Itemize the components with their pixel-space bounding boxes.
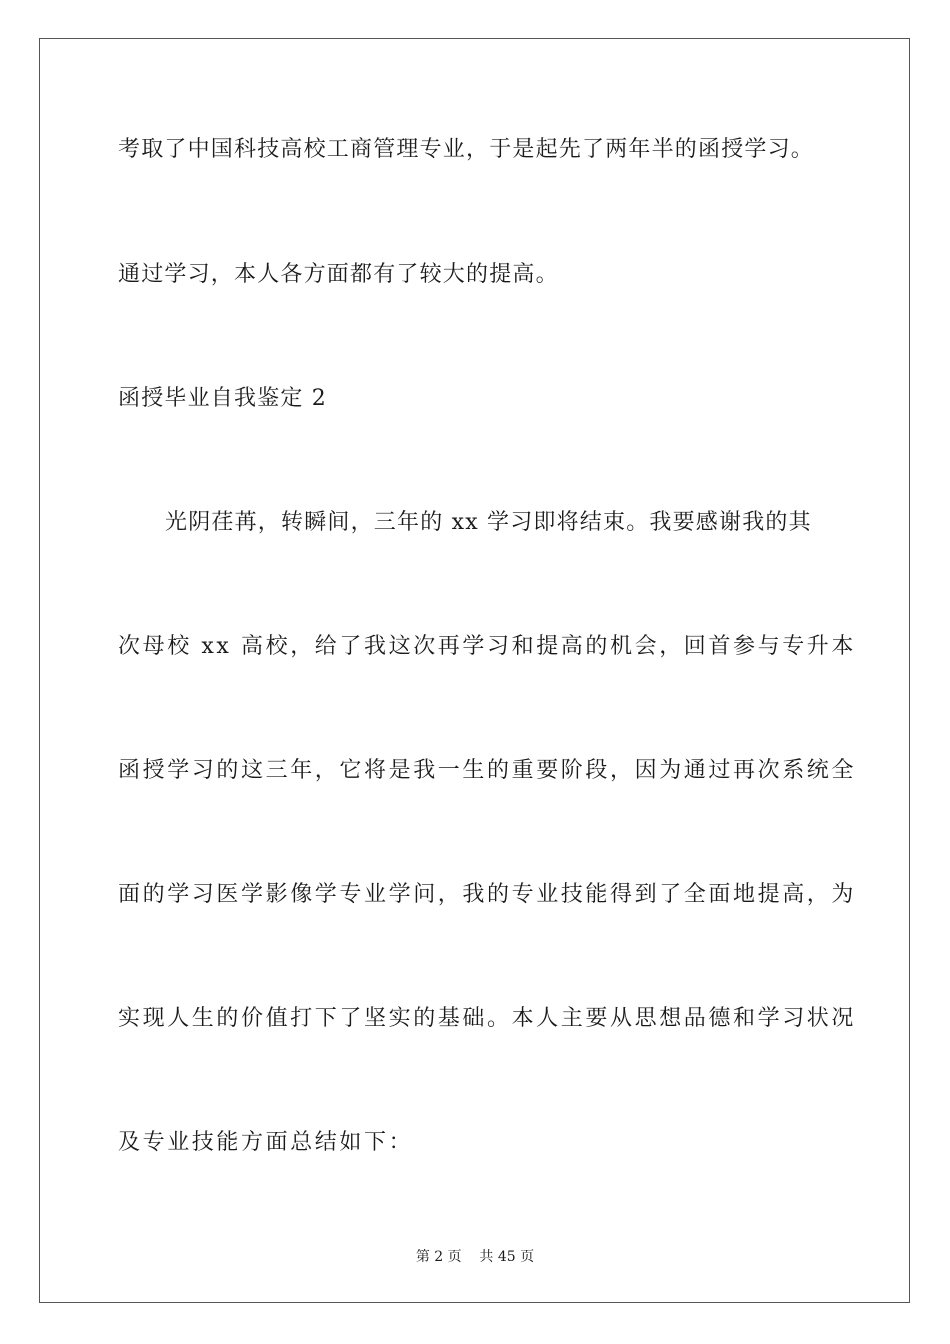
paragraph-line: 及专业技能方面总结如下：: [118, 1130, 414, 1155]
paragraph-line: 光阴荏苒，转瞬间，三年的 xx 学习即将结束。我要感谢我的其: [165, 510, 812, 535]
section-heading: 函授毕业自我鉴定 2: [118, 386, 327, 411]
paragraph-line: 实现人生的价值打下了坚实的基础。本人主要从思想品德和学习状况: [118, 1006, 857, 1031]
paragraph-line: 次母校 xx 高校，给了我这次再学习和提高的机会，回首参与专升本: [118, 634, 857, 659]
paragraph-line: 面的学习医学影像学专业学问，我的专业技能得到了全面地提高，为: [118, 882, 857, 907]
page-border: [39, 38, 910, 1303]
paragraph-line: 考取了中国科技高校工商管理专业，于是起先了两年半的函授学习。: [118, 137, 815, 162]
paragraph-line: 通过学习，本人各方面都有了较大的提高。: [118, 262, 559, 287]
paragraph-line: 函授学习的这三年，它将是我一生的重要阶段，因为通过再次系统全: [118, 758, 857, 783]
page-number-footer: 第 2 页 共 45 页: [415, 1249, 535, 1265]
